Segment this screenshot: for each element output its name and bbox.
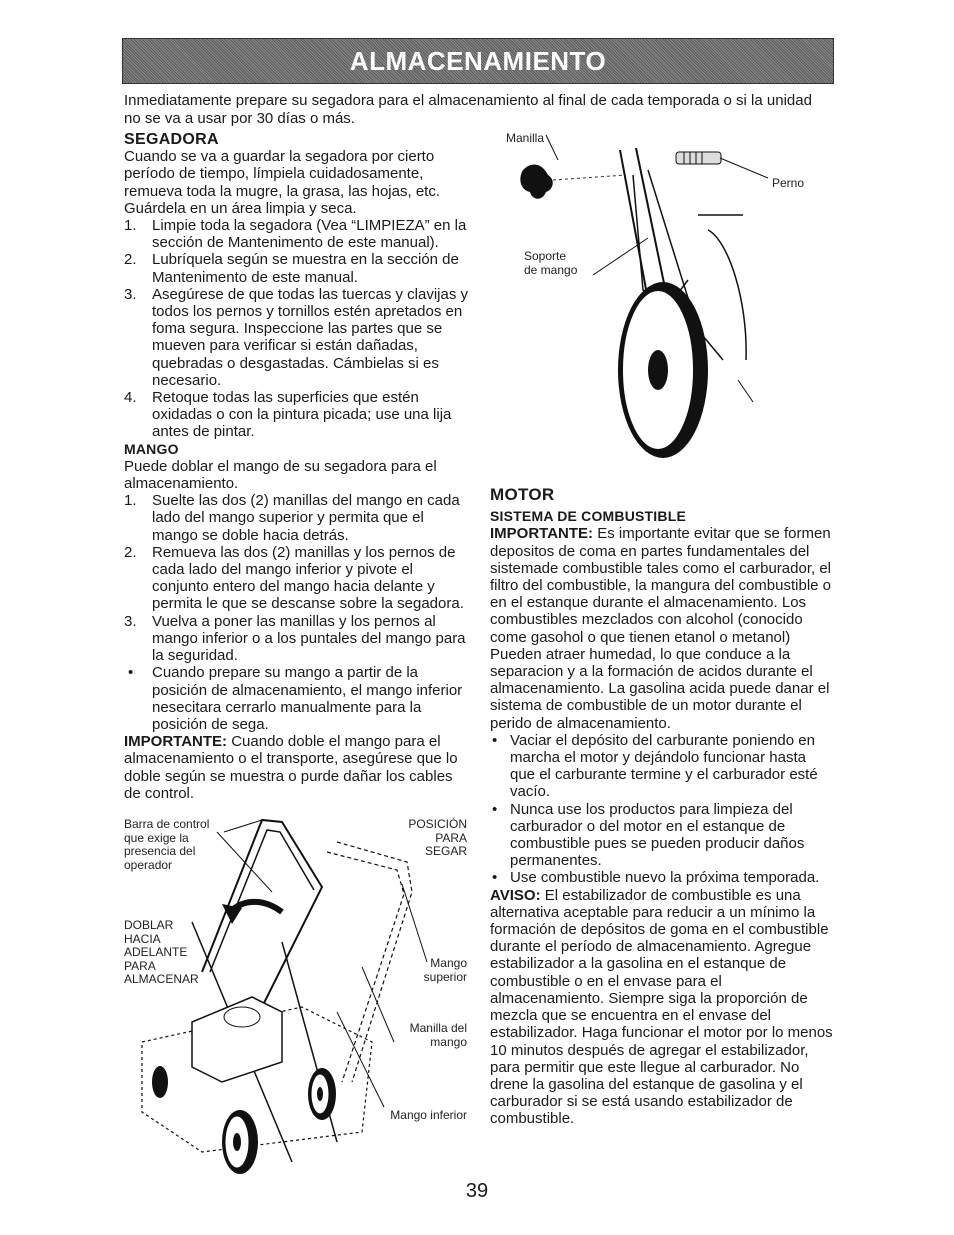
mango-important xyxy=(124,733,469,802)
mango-list xyxy=(124,492,469,733)
item-text: Limpie toda la segadora (Vea “LIMPIEZA” en la sección de Mantenimento de este manual). xyxy=(152,217,467,252)
page-number: 39 xyxy=(465,1180,489,1202)
item-number: 3. xyxy=(124,285,137,303)
list-item xyxy=(490,869,835,886)
motor-important xyxy=(490,525,835,731)
label-manilla-mango: Manilla del mango xyxy=(409,1021,467,1049)
item-text: Lubríquela según se muestra en la sección de Mantenimento de este manual. xyxy=(152,251,459,286)
aviso-label: AVISO: xyxy=(490,886,541,904)
list-item xyxy=(490,801,835,870)
important-text: Cuando doble el mango para el almacenamiento o el transporte, asegúrese que lo doble según se muestra o purde dañar los cables de control. xyxy=(124,733,458,802)
important-label: IMPORTANTE: xyxy=(124,733,228,751)
item-number: 2. xyxy=(124,543,137,561)
important-text: Es importante evitar que se formen depositos de coma en partes fundamentales del sistemade combustible tales como el carburador, el filtro del combustible, la mangura del combustible o en el estanque durante el almacenamiento. Los combustibles mezclados con alcohol (conocido come gasohol o que tienen etanol o metanol) Pueden atraer humedad, lo que conduce a la separacion y a la formación de acidos durante el almacenamiento. La gasolina acida puede danar el sistema de combustible de un motor durante el perido de almacenamiento. xyxy=(490,525,832,732)
list-item xyxy=(490,732,835,801)
item-text: Remueva las dos (2) manillas y los pernos de cada lado del mango inferior y pivote el conjunto entero del mango hacia delante y permita le que se descanse sobre la segadora. xyxy=(152,543,464,613)
item-number: 2. xyxy=(124,251,137,269)
bullet-marker: • xyxy=(128,664,134,682)
item-number: 1. xyxy=(124,217,137,235)
mango-heading: MANGO xyxy=(124,440,179,457)
bullet-marker: • xyxy=(492,869,498,887)
segadora-text: Cuando se va a guardar la segadora por cierto período de tiempo, límpiela cuidadosamente, remueva toda la mugre, la grasa, las hojas, etc. Guárdela en un área limpia y seca. xyxy=(124,148,440,217)
item-number: 3. xyxy=(124,612,137,630)
segadora-list xyxy=(124,217,469,441)
list-item xyxy=(124,664,469,733)
list-item xyxy=(124,286,469,389)
aviso-paragraph xyxy=(490,887,835,1128)
item-text: Asegúrese de que todas las tuercas y clavijas y todos los pernos y tornillos estén apretados en foma segura. Inspeccione las partes que se mueven para verificar si están dañadas, quebradas o desgastadas. Cámbielas si es necesario. xyxy=(152,285,469,389)
handle-figure xyxy=(498,130,823,460)
item-text: Vaciar el depósito del carburante poniendo en marcha el motor y dejándolo funcionar hasta que el carburante termine y el carburador esté vacío. xyxy=(510,731,818,801)
list-item xyxy=(124,492,469,544)
right-column xyxy=(490,486,835,1128)
segadora-heading: SEGADORA xyxy=(124,131,219,148)
label-posicion-segar: POSICIÓN PARA SEGAR xyxy=(408,817,467,858)
list-item xyxy=(124,389,469,441)
label-doblar: DOBLAR HACIA ADELANTE PARA ALMACENAR xyxy=(124,918,199,986)
label-barra-control: Barra de control que exige la presencia del operador xyxy=(124,817,210,872)
mower-figure xyxy=(122,812,472,1182)
item-text: Suelte las dos (2) manillas del mango en cada lado del mango superior y permita que el mango se doble hacia detrás. xyxy=(152,492,460,544)
label-manilla: Manilla xyxy=(506,131,545,145)
aviso-text: El estabilizador de combustible es una alternativa aceptable para reducir a un mínimo la formación de depósitos de goma en el combustible durante el período de almacenamiento. Agregue estabilizador a la gasolina en el estanque de combustible o en el envase para el almacenamiento. Siempre siga la proporción de mezcla que se encuentra en el envase del estabilizador. Haga funcionar el motor por lo menos 10 minutos después de agregar el estabilizador, para permitir que este llegue al carburador. No drene la gasolina del estanque de gasolina y el carburador si se está usando estabilizador de combustible. xyxy=(490,886,833,1128)
label-soporte: Soporte de mango xyxy=(524,249,578,277)
motor-bullet-list xyxy=(490,732,835,887)
list-item xyxy=(124,217,469,251)
bullet-marker: • xyxy=(492,800,498,818)
label-perno: Perno xyxy=(772,176,805,190)
page-title: ALMACENAMIENTO xyxy=(349,45,607,76)
label-mango-inferior: Mango inferior xyxy=(390,1108,467,1122)
item-number: 1. xyxy=(124,492,137,510)
fuel-system-heading: SISTEMA DE COMBUSTIBLE xyxy=(490,508,686,525)
section-banner xyxy=(122,38,834,84)
intro-paragraph: Inmediatamente prepare su segadora para el almacenamiento al final de cada temporada o si la unidad no se va a usar por 30 días o más. xyxy=(124,92,812,127)
important-label: IMPORTANTE: xyxy=(490,525,594,543)
item-number: 4. xyxy=(124,389,137,407)
motor-heading: MOTOR xyxy=(490,485,555,504)
list-item xyxy=(124,544,469,613)
item-text: Retoque todas las superficies que estén oxidadas o con la pintura picada; use una lija antes de pintar. xyxy=(152,389,452,441)
mango-text: Puede doblar el mango de su segadora para el almacenamiento. xyxy=(124,457,437,493)
item-text: Vuelva a poner las manillas y los pernos al mango inferior o a los puntales del mango para la seguridad. xyxy=(152,612,466,665)
list-item xyxy=(124,251,469,285)
item-text: Cuando prepare su mango a partir de la posición de almacenamiento, el mango inferior nesecitara cerrarlo manualmente para la posición de sega. xyxy=(152,664,463,733)
item-text: Use combustible nuevo la próxima temporada. xyxy=(510,869,820,887)
list-item xyxy=(124,613,469,665)
left-column xyxy=(124,131,469,802)
item-text: Nunca use los productos para limpieza del carburador o del motor en el estanque de combustible pues se pueden producir daños permanentes. xyxy=(510,800,805,870)
bullet-marker: • xyxy=(492,731,498,749)
label-mango-superior: Mango superior xyxy=(423,956,467,984)
